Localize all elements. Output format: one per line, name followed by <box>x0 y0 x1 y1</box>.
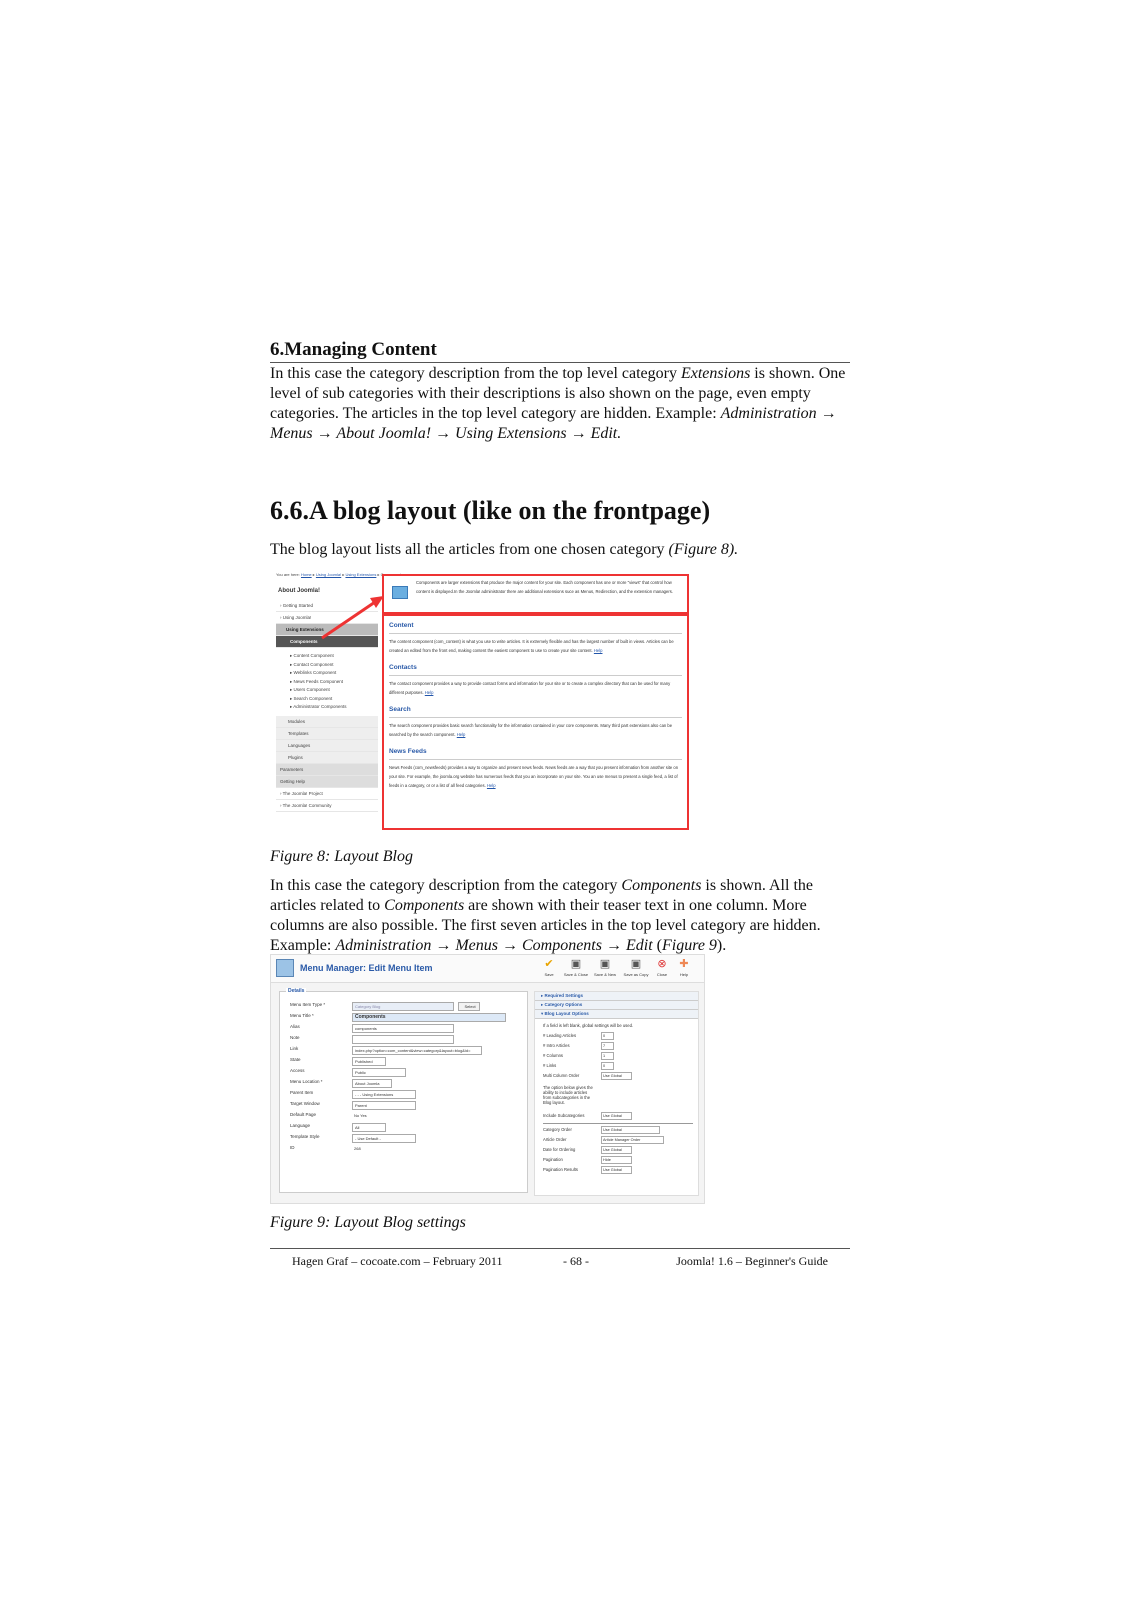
order-field-row <box>543 1157 611 1162</box>
section-heading-content: Content <box>389 622 414 629</box>
include-subcategories-select[interactable]: Use Global <box>601 1112 632 1120</box>
order-field-row <box>543 1137 641 1142</box>
accordion-category-options[interactable]: ▸ Category Options <box>535 1001 698 1010</box>
parent-item-select[interactable]: - - - Using Extensions <box>352 1090 416 1099</box>
options-panel <box>534 991 699 1196</box>
sidebar-item-getting-started[interactable]: › Getting Started <box>276 600 378 612</box>
figure-8-screenshot <box>270 568 700 830</box>
sidebar-item-label: Plugins <box>288 754 303 760</box>
section-title: 6.6.A blog layout (like on the frontpage) <box>270 496 711 525</box>
footer-author: Hagen Graf – cocoate.com – February 2011 <box>292 1254 503 1268</box>
details-fieldset <box>279 988 528 1193</box>
sidebar-item-label: Languages <box>288 742 311 748</box>
menu-item-type-field[interactable]: Category Blog <box>352 1002 454 1011</box>
text: are shown with their teaser text in one column. More columns are also possible. The first seven articles in the top level category are hidden. Example: <box>270 897 821 954</box>
help-link[interactable]: Help <box>593 648 603 653</box>
blog-field-row <box>543 1113 622 1118</box>
breadcrumb-link[interactable]: Using Extensions <box>345 572 377 577</box>
accordion-label: Required Settings <box>544 993 584 998</box>
sublist-label: Content Component <box>293 653 334 658</box>
help-icon: ✚ <box>679 958 689 970</box>
text: is shown. All the articles related to <box>270 877 813 914</box>
button-label: Help <box>679 972 689 977</box>
sidebar-item-label: Modules <box>288 718 306 724</box>
blog-field-row <box>543 1033 606 1038</box>
field-label: Date for Ordering <box>543 1147 576 1152</box>
floppy-plus-icon: ▣ <box>599 958 611 970</box>
sidebar-item-project[interactable]: › The Joomla! Project <box>276 788 378 800</box>
help-button[interactable] <box>671 958 697 977</box>
close-icon: ⊗ <box>657 958 667 970</box>
emphasis: Figure 9 <box>661 937 717 954</box>
columns-input[interactable]: 1 <box>601 1052 614 1060</box>
field-label: Target Window <box>290 1101 320 1106</box>
sidebar-item-label: Getting Started <box>282 603 314 608</box>
field-label: Article Order <box>543 1137 567 1142</box>
paragraph-3 <box>270 876 850 956</box>
button-label: Close <box>656 972 668 977</box>
sidebar-item-label: Parameters <box>280 766 304 772</box>
article-order-select[interactable]: Article Manager Order <box>601 1136 664 1144</box>
menu-title-input[interactable]: Components <box>352 1013 506 1022</box>
field-label: State <box>290 1057 301 1062</box>
page-title: Menu Manager: Edit Menu Item <box>300 963 433 973</box>
date-ordering-select[interactable]: Use Global <box>601 1146 632 1154</box>
field-label: ID <box>290 1145 295 1150</box>
multi-column-order-select[interactable]: Use Global <box>601 1072 632 1080</box>
paragraph-2 <box>270 540 850 560</box>
sublist-label: Search Component <box>293 695 333 701</box>
breadcrumb-prefix: You are here: <box>276 572 301 577</box>
figure-8-caption: Figure 8: Layout Blog <box>270 848 413 865</box>
breadcrumb: You are here: Home ▸ Using Joomla! ▸ Using Extensions ▸ <box>276 572 403 577</box>
button-label: Save as Copy <box>623 972 649 977</box>
sidebar-item-label: Templates <box>288 730 309 736</box>
menu-location-select[interactable]: About Joomla <box>352 1079 392 1088</box>
field-label: Template Style <box>290 1134 320 1139</box>
id-value: 268 <box>354 1146 361 1151</box>
access-select[interactable]: Public <box>352 1068 406 1077</box>
pagination-results-select[interactable]: Use Global <box>601 1166 632 1174</box>
category-order-select[interactable]: Use Global <box>601 1126 660 1134</box>
section-heading-search: Search <box>389 706 411 713</box>
text: The blog layout lists all the articles from one chosen category <box>270 541 669 558</box>
field-label: Multi Column Order <box>543 1073 580 1078</box>
sublist-item[interactable]: ▸ Weblinks Component <box>290 670 337 675</box>
target-window-select[interactable]: Parent <box>352 1101 416 1110</box>
emphasis: Extensions <box>680 365 751 382</box>
sublist-item[interactable]: ▸ Content Component <box>290 653 334 658</box>
blog-field-row <box>543 1073 622 1078</box>
divider <box>543 1123 693 1124</box>
text: is shown. One level of sub categories with their descriptions is also shown on the page, even empty categories. The articles in the top level category are hidden. Example: <box>270 365 846 422</box>
emphasis: Administration → Menus → Components → Edit <box>335 937 653 954</box>
select-button[interactable]: Select <box>458 1002 480 1011</box>
accordion-blog-layout-options[interactable]: ▾ Blog Layout Options <box>535 1010 698 1019</box>
admin-toolbar <box>271 955 704 983</box>
page-number: - 68 - <box>563 1254 589 1268</box>
breadcrumb-link[interactable]: Home <box>300 572 312 577</box>
field-label: Parent Item <box>290 1090 314 1095</box>
emphasis: Administration → Menus → About Joomla! → Using Extensions → Edit. <box>270 405 837 442</box>
text: In this case the category description from the top level category <box>270 365 681 382</box>
breadcrumb-link[interactable]: Using Joomla! <box>315 572 342 577</box>
save-button[interactable] <box>534 958 564 977</box>
section-body: News Feeds (com_newsfeeds) provides a way to organize and present news feeds. News feeds are a way that you present information from another site on your site. For example, the joomla.org website has numerous feeds that you an incorporate on your site. You an use menus to present a single feed, a list of feeds in a category, or or a list of all feed categories. <box>389 765 679 788</box>
emphasis: Components <box>384 897 465 914</box>
field-label: # Leading Articles <box>543 1033 577 1038</box>
link-input[interactable]: index.php?option=com_content&view=category&layout=blog&id= <box>352 1046 482 1055</box>
sidebar-title: About Joomla! <box>278 588 320 594</box>
section-body: The search component provides basic search functionality for the information contained in your core components. Many third part extensions also can be searched by the search component. <box>389 723 673 737</box>
sidebar-item-using-joomla[interactable]: › Using Joomla! <box>276 612 378 624</box>
text: In this case the category description from the category <box>270 877 622 894</box>
save-new-button[interactable] <box>590 958 620 977</box>
section-heading-news-feeds: News Feeds <box>389 748 427 755</box>
leading-articles-input[interactable]: 0 <box>601 1032 614 1040</box>
field-label: Pagination <box>543 1157 563 1162</box>
help-link[interactable]: Help <box>424 690 434 695</box>
order-field-row <box>543 1167 622 1172</box>
field-label: Language <box>290 1123 311 1128</box>
intro-articles-input[interactable]: 7 <box>601 1042 614 1050</box>
menu-manager-icon <box>276 959 294 977</box>
blog-field-row <box>543 1053 606 1058</box>
field-label: Link <box>290 1046 299 1051</box>
field-label: Menu Item Type * <box>290 1002 326 1007</box>
fieldset-legend: Details <box>288 988 305 994</box>
sublist-label: News Feeds Component <box>293 678 344 684</box>
field-label: Menu Title * <box>290 1013 314 1018</box>
button-label: Save & New <box>593 972 616 977</box>
accordion-label: Blog Layout Options <box>544 1011 589 1016</box>
footer-book-title: Joomla! 1.6 – Beginner's Guide <box>676 1254 828 1268</box>
field-label: # Links <box>543 1063 557 1068</box>
text: ). <box>716 937 727 954</box>
template-style-select[interactable]: - Use Default - <box>352 1134 416 1143</box>
page-footer <box>270 1248 850 1268</box>
sublist-item[interactable]: ▸ Administrator Components <box>290 704 347 709</box>
blog-field-row <box>543 1043 606 1048</box>
section-body: The content component (com_content) is what you use to write articles. It is extremely flexible and has the largest number of built in views. Articles can be created an edited from the front end, making content the easiest component to use to create your site content. <box>389 639 674 653</box>
paragraph-1 <box>270 364 850 444</box>
field-label: Note <box>290 1035 300 1040</box>
field-label: Include Subcategories <box>543 1113 585 1118</box>
intro-text: Components are larger extensions that produce the major content for your site. Each component has one or more "views" that control how content is displayed.In the Joomla! administrator there are additional extensions suce as Menus, Redirection, and the extension managers. <box>416 580 673 594</box>
emphasis: (Figure 8). <box>668 541 739 558</box>
save-close-button[interactable] <box>561 958 591 977</box>
field-label: # Columns <box>543 1053 564 1058</box>
sidebar-item-label: Using Extensions <box>286 627 324 632</box>
language-select[interactable]: All <box>352 1123 386 1132</box>
sidebar-item-label: Getting Help <box>280 778 306 784</box>
sublist-label: Administrator Components <box>293 704 347 709</box>
button-label: Save <box>544 972 554 977</box>
sidebar-item-label: Components <box>290 639 318 644</box>
field-label: Alias <box>290 1024 300 1029</box>
section-heading-contacts: Contacts <box>389 664 417 671</box>
sidebar-item-label: The Joomla! Community <box>282 802 332 808</box>
state-select[interactable]: Published <box>352 1057 386 1066</box>
red-arrow-icon <box>270 568 700 830</box>
sublist-item[interactable]: ▸ News Feeds Component <box>290 678 344 684</box>
text: ( <box>652 937 662 954</box>
alias-input[interactable]: components <box>352 1024 454 1033</box>
section-body: The contact component provides a way to provide contact forms and information for your site or to create a complex directory that can be used for many different purposes. <box>389 681 671 695</box>
blog-note: If a field is left blank, global settings will be used. <box>543 1023 634 1028</box>
note-input[interactable] <box>352 1035 454 1044</box>
help-link[interactable]: Help <box>456 732 466 737</box>
sublist-label: Contact Component <box>293 661 334 667</box>
field-label: Pagination Results <box>543 1167 578 1172</box>
floppy-icon: ▣ <box>570 958 582 970</box>
check-icon: ✔ <box>544 958 554 970</box>
button-label: Save & Close <box>563 972 589 977</box>
blog-field-row <box>543 1063 606 1068</box>
sidebar-item-label: Using Joomla! <box>282 615 312 620</box>
copy-icon: ▣ <box>630 958 642 970</box>
field-label: # Intro Articles <box>543 1043 570 1048</box>
pagination-select[interactable]: Hide <box>601 1156 632 1164</box>
field-label: Access <box>290 1068 305 1073</box>
sidebar-item-label: The Joomla! Project <box>282 790 323 796</box>
option-note: The option below gives the ability to include articles from subcategories in the Blog layout. <box>543 1085 593 1105</box>
order-field-row <box>543 1127 622 1132</box>
sublist-label: Users Component <box>293 687 330 692</box>
order-field-row <box>543 1147 622 1152</box>
figure-9-caption: Figure 9: Layout Blog settings <box>270 1214 466 1231</box>
help-link[interactable]: Help <box>486 783 496 788</box>
default-page-radios[interactable]: No Yes <box>354 1113 367 1118</box>
sublist-item[interactable]: ▸ Contact Component <box>290 661 334 667</box>
accordion-label: Category Options <box>544 1002 583 1007</box>
chapter-header: 6.Managing Content <box>270 339 850 363</box>
links-input[interactable]: 0 <box>601 1062 614 1070</box>
accordion-required-settings[interactable]: ▸ Required Settings <box>535 992 698 1001</box>
figure-9-screenshot <box>270 954 705 1204</box>
field-label: Default Page <box>290 1112 317 1117</box>
sublist-item[interactable]: ▸ Search Component <box>290 695 333 701</box>
field-label: Menu Location * <box>290 1079 323 1084</box>
sublist-item[interactable]: ▸ Users Component <box>290 687 330 692</box>
sublist-label: Weblinks Component <box>293 670 337 675</box>
sidebar-item-community[interactable]: › The Joomla! Community <box>276 800 378 812</box>
field-label: Category Order <box>543 1127 572 1132</box>
emphasis: Components <box>621 877 702 894</box>
